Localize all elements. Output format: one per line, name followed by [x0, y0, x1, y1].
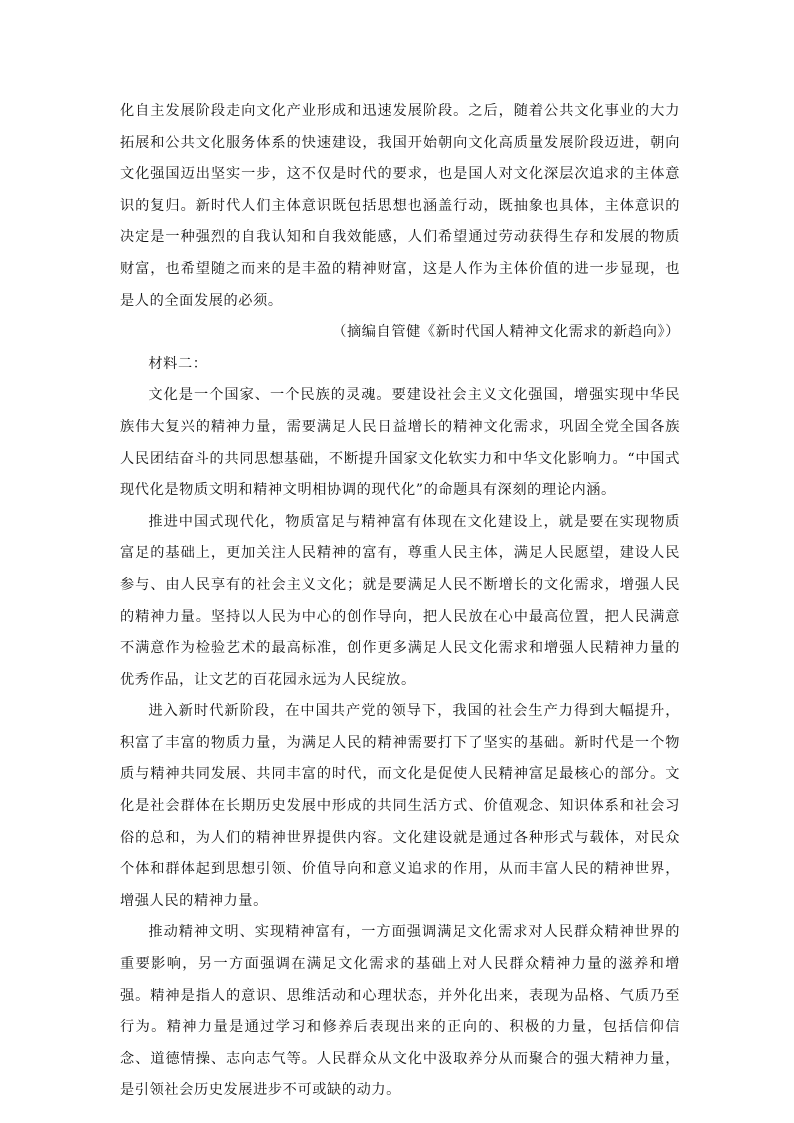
body-paragraph-3: 进入新时代新阶段，在中国共产党的领导下，我国的社会生产力得到大幅提升，积富了丰富的物质力量，为满足人民的精神需要打下了坚实的基础。新时代是一个物质与精神共同发展、共同丰富的时代，而文化是促使人民精神富足最核心的部分。文化是社会群体在长期历史发展中形成的共同生活方式、价值观念、知识体系和社会习俗的总和，为人们的精神世界提供内容。文化建设就是通过各种形式与载体，对民众个体和群体起到思想引领、价值导向和意义追求的作用，从而丰富人民的精神世界，增强人民的精神力量。	[120, 703, 680, 909]
material-2-heading: 材料二：	[148, 355, 208, 372]
source-citation: （摘编自管健《新时代国人精神文化需求的新趋向》）	[332, 324, 680, 341]
continued-paragraph: 化自主发展阶段走向文化产业形成和迅速发展阶段。之后，随着公共文化事业的大力拓展和公共文化服务体系的快速建设，我国开始朝向文化高质量发展阶段迈进，朝向文化强国迈出坚实一步，这不仅是时代的要求，也是国人对文化深层次追求的主体意识的复归。新时代人们主体意识既包括思想也涵盖行动，既抽象也具体，主体意识的决定是一种强烈的自我认知和自我效能感，人们希望通过劳动获得生存和发展的物质财富，也希望随之而来的是丰盈的精神财富，这是人作为主体价值的进一步显现，也是人的全面发展的必须。	[120, 103, 680, 309]
body-paragraph-1: 文化是一个国家、一个民族的灵魂。要建设社会主义文化强国，增强实现中华民族伟大复兴的精神力量，需要满足人民日益增长的精神文化需求，巩固全党全国各族人民团结奋斗的共同思想基础，不断提升国家文化软实力和中华文化影响力。“中国式现代化是物质文明和精神文明相协调的现代化”的命题具有深刻的理论内涵。	[120, 387, 680, 499]
body-paragraph-4: 推动精神文明、实现精神富有，一方面强调满足文化需求对人民群众精神世界的重要影响，另一方面强调在满足文化需求的基础上对人民群众精神力量的滋养和增强。精神是指人的意识、思维活动和心理状态，并外化出来，表现为品格、气质乃至行为。精神力量是通过学习和修养后表现出来的正向的、积极的力量，包括信仰信念、道德情操、志向志气等。人民群众从文化中汲取养分从而聚合的强大精神力量，是引领社会历史发展进步不可或缺的动力。	[120, 924, 680, 1099]
document-page	[120, 96, 680, 1107]
body-paragraph-2: 推进中国式现代化，物质富足与精神富有体现在文化建设上，就是要在实现物质富足的基础上，更加关注人民精神的富有，尊重人民主体，满足人民愿望，建设人民参与、由人民享有的社会主义文化；就是要满足人民不断增长的文化需求，增强人民的精神力量。坚持以人民为中心的创作导向，把人民放在心中最高位置，把人民满意不满意作为检验艺术的最高标准，创作更多满足人民文化需求和增强人民精神力量的优秀作品，让文艺的百花园永远为人民绽放。	[120, 513, 680, 688]
